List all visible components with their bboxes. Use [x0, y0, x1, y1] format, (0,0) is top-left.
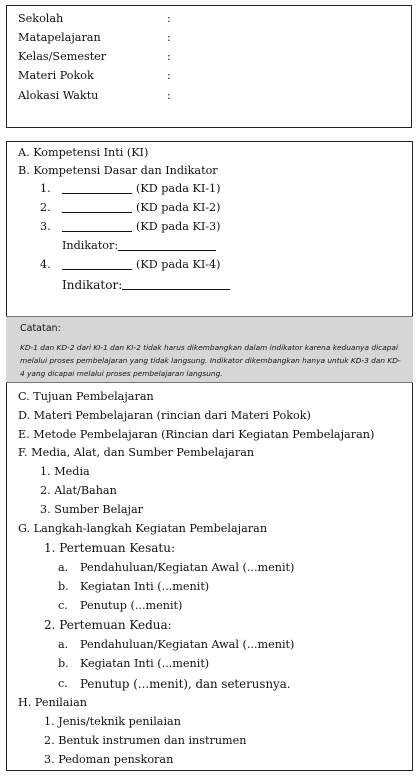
pertemuan-2-item: Penutup (...menit), dan seterusnya. — [80, 677, 291, 691]
pertemuan-1-item: Pendahuluan/Kegiatan Awal (...menit) — [80, 561, 295, 574]
pertemuan-1-item-letter: b. — [58, 580, 69, 593]
pertemuan-1-item: Penutup (...menit) — [80, 599, 183, 612]
pertemuan-2-item: Kegiatan Inti (...menit) — [80, 657, 210, 670]
kd-2-number: 2. — [40, 201, 51, 214]
kd-2-blank[interactable] — [62, 202, 132, 213]
pertemuan-1-item-letter: a. — [58, 561, 69, 574]
section-e-heading: E. Metode Pembelajaran (Rincian dari Kegiatan Pembelajaran) — [18, 428, 375, 441]
pertemuan-2-item-letter: a. — [58, 638, 69, 651]
section-h-heading: H. Penilaian — [18, 696, 87, 709]
indikator-kd3-blank[interactable] — [118, 240, 216, 251]
section-d-heading: D. Materi Pembelajaran (rincian dari Materi Pokok) — [18, 409, 311, 422]
catatan-body: KD-1 dan KD-2 dari KI-1 dan KI-2 tidak harus dikembangkan dalam indikator karena keduanya dicapai melalui proses pembelajaran yang tidak langsung. Indikator dikembangkan hanya untuk KD-3 dan KD-4 yang dicapai melalui proses pembelajaran langsung. — [20, 343, 401, 378]
pertemuan-1-heading: 1. Pertemuan Kesatu: — [44, 541, 176, 555]
header-box — [6, 5, 412, 128]
header-label-kelas-semester: Kelas/Semester — [18, 50, 107, 63]
pertemuan-2-item-letter: c. — [58, 677, 68, 690]
section-f-item: 1. Media — [40, 465, 90, 478]
header-colon: : — [167, 50, 171, 63]
pertemuan-2-item-letter: b. — [58, 657, 69, 670]
section-b-heading: B. Kompetensi Dasar dan Indikator — [18, 164, 218, 177]
header-label-matapelajaran: Matapelajaran — [18, 31, 101, 44]
header-label-alokasi-waktu: Alokasi Waktu — [18, 89, 99, 102]
header-colon: : — [167, 12, 171, 25]
section-h-item: 1. Jenis/teknik penilaian — [44, 715, 181, 728]
kd-4-label: (KD pada KI-4) — [136, 258, 221, 271]
header-label-materi-pokok: Materi Pokok — [18, 69, 94, 82]
section-h-item: 3. Pedoman penskoran — [44, 753, 174, 766]
catatan-note — [6, 316, 413, 383]
header-label-sekolah: Sekolah — [18, 12, 64, 25]
section-f-heading: F. Media, Alat, dan Sumber Pembelajaran — [18, 446, 255, 459]
kd-4-blank[interactable] — [62, 259, 132, 270]
pertemuan-2-heading: 2. Pertemuan Kedua: — [44, 618, 172, 632]
kd-3-number: 3. — [40, 220, 51, 233]
kd-3-blank[interactable] — [62, 221, 132, 232]
kd-1-blank[interactable] — [62, 183, 132, 194]
kd-1-label: (KD pada KI-1) — [136, 182, 221, 195]
kd-1-number: 1. — [40, 182, 51, 195]
catatan-title: Catatan: — [20, 323, 61, 334]
kd-4-number: 4. — [40, 258, 51, 271]
kd-2-label: (KD pada KI-2) — [136, 201, 221, 214]
header-colon: : — [167, 31, 171, 44]
section-f-item: 3. Sumber Belajar — [40, 503, 143, 516]
pertemuan-1-item: Kegiatan Inti (...menit) — [80, 580, 210, 593]
header-colon: : — [167, 89, 171, 102]
indikator-kd4-blank[interactable] — [122, 279, 230, 290]
pertemuan-2-item: Pendahuluan/Kegiatan Awal (...menit) — [80, 638, 295, 651]
section-f-item: 2. Alat/Bahan — [40, 484, 117, 497]
section-a-heading: A. Kompetensi Inti (KI) — [18, 146, 149, 159]
indikator-label-kd3: Indikator: — [62, 239, 119, 252]
kd-3-label: (KD pada KI-3) — [136, 220, 221, 233]
section-g-heading: G. Langkah-langkah Kegiatan Pembelajaran — [18, 522, 268, 535]
indikator-label-kd4: Indikator: — [62, 278, 123, 292]
pertemuan-1-item-letter: c. — [58, 599, 68, 612]
section-h-item: 2. Bentuk instrumen dan instrumen — [44, 734, 247, 747]
header-colon: : — [167, 69, 171, 82]
section-c-heading: C. Tujuan Pembelajaran — [18, 390, 154, 403]
